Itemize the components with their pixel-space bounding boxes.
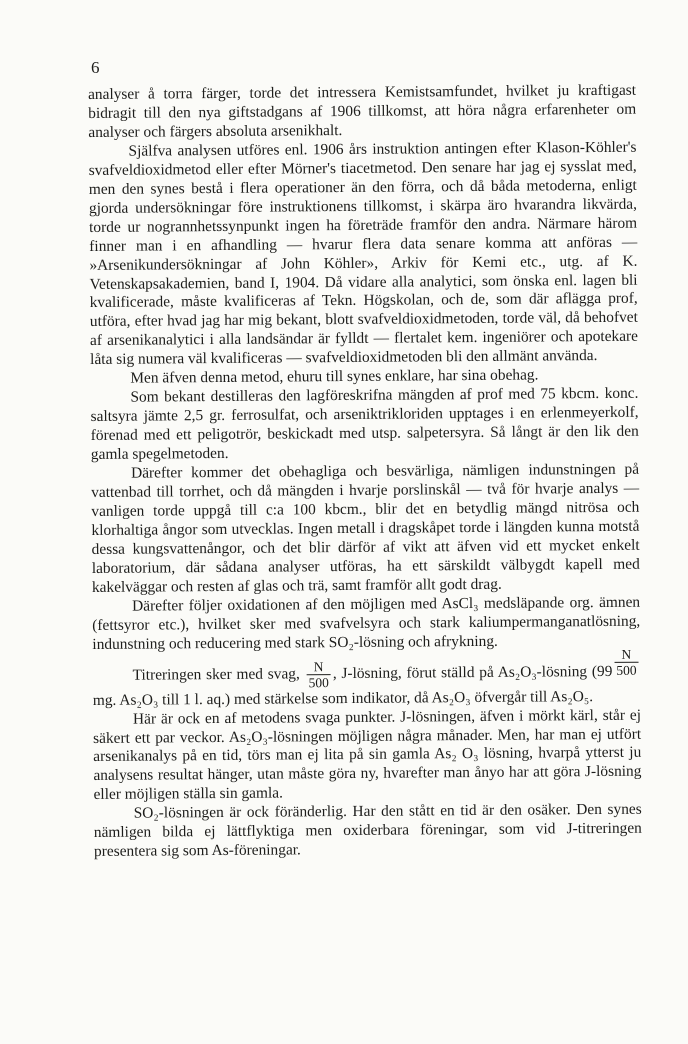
fraction-n-500-right — [614, 646, 638, 677]
paragraph-9: SO₂-lösningen är ock föränderlig. Har den stått en tid är den osäker. Den synes nämligen bilda ej lättflyktiga men oxiderbara föreningar, som vid J-titreringen presentera sig som As-föreningar. — [93, 800, 642, 861]
titration-paragraph — [92, 646, 641, 710]
paragraph-8: Här är ock en af metodens svaga punkter. J-lösningen, äfven i mörkt kärl, står ej säkert ett par veckor. As₂O₃-lösningen möjligen några månader. Men, har man ej utfört arsenikanalys på en tid, törs man ej lita på sin gamla As₂ O₃ lösning, hvarpå ytterst ju analysens resultat hänger, utan måste göra ny, hvarefter man ånyo har att göra J-lösning eller möjligen ställa sin gamla. — [93, 706, 642, 804]
paragraph-1: analyser å torra färger, torde det intressera Kemistsamfundet, hvilket ju kraftigast bidragit till den nya giftstadgans af 1906 tillkomst, att höra några erfarenheter om analyser och färgers absoluta arsenikhalt. — [88, 81, 637, 141]
titration-text-before: Titreringen sker med svag, — [132, 664, 300, 684]
fraction-denominator: 500 — [616, 662, 637, 678]
body-text — [88, 82, 642, 862]
paragraph-3: Men äfven denna metod, ehuru till synes enklare, har sina obehag. — [130, 366, 539, 387]
paragraph-5: Därefter kommer det obehagliga och besvärliga, nämligen indunstningen på vattenbad till torrhet, och då mängden i hvarje porslinskål — två för hvarje analys — vanligen torde uppgå till c:a 100 kbcm., blir det en betydlig mängd nitrösa och klorhaltiga ångor som utvecklas. Ingen metall i dragskåpet torde i längden kunna motstå dessa kungsvattenångor, och det blir därför af vikt att äfven vid ett mycket enkelt laboratorium, där sådana analyser utföras, ha ett särskildt välbygdt kapell med kakelväggar och resten af glas och trä, samt framför allt godt drag. — [91, 460, 640, 596]
titration-text-middle: , J-lösning, förut ställd på — [332, 663, 494, 682]
fraction-numerator: N — [614, 646, 638, 662]
fraction-numerator: N — [306, 659, 330, 675]
paragraph-6: Därefter följer oxidationen af den möjligen med AsCl₃ medsläpande org. ämnen (fettsyror etc.), hvilket sker med svafvelsyra och stark kaliumpermanganatlösning, indunstning och reducering med stark SO₂-lösning och afrykning. — [92, 593, 641, 653]
paragraph-4: Som bekant destilleras den lagföreskrifna mängden af prof med 75 kbcm. konc. saltsyra jämte 2,5 gr. ferrosulfat, och arseniktrikloriden upptages i en erlenmeyerkolf, förenad med ett peligotrör, beskickadt med utsp. salpetersyra. Så långt är den lik den gamla spegelmetoden. — [90, 384, 639, 464]
fraction-n-500 — [306, 659, 330, 690]
paragraph-2: Själfva analysen utföres enl. 1906 års instruktion antingen efter Klason-Köhler's svafveldioxidmetod eller efter Mörner's tiacetmetod. Den senare har jag ej sysslat med, men den synes bestå i flera operationer än den förra, och då båda metoderna, enligt gjorda undersökningar före instruktionens tillkomst, i skärpa äro hvarandra likvärda, torde ur nogrannhetssynpunkt ingen ha företräde framför den andra. Närmare härom finner man i en afhandling — hvarur flera data senare komma att anföras — »Arsenikundersökningar af John Köhler», Arkiv för Kemi etc., utg. af K. Vetenskapsakademien, band I, 1904. Då vidare alla analytici, som önska enl. lagen bli kvalificerade, måste kvalificeras af Tekn. Högskolan, och de, som där aflägga prof, utföra, efter hvad jag har mig bekant, blott svafveldioxidmetoden, torde väl, då behofvet af arsenikanalytici i alla landsändar är fylldt — flertalet kem. ingeniörer och apotekare låta sig numera väl kvalificeras — svafveldioxidmetoden bli den allmänt använda. — [88, 138, 639, 369]
titration-text-after: As₂O₃-lösning (99 mg. As₂O₃ till 1 l. aq.) med stärkelse som indikator, då As₂O₃ öfvergår till As₂O₅. — [92, 662, 613, 709]
fraction-denominator: 500 — [308, 674, 329, 690]
page-number: 6 — [91, 58, 100, 77]
